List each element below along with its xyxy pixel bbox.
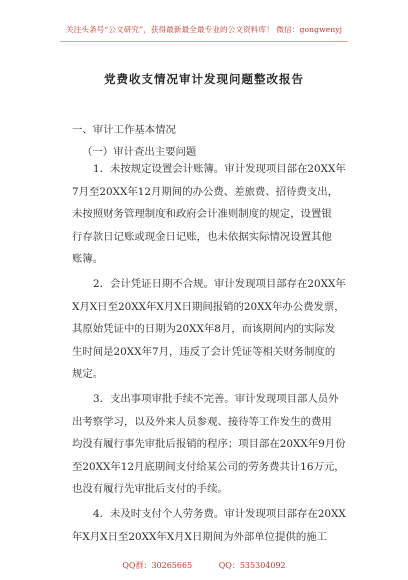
header-divider — [60, 41, 348, 42]
text-line: 4．未及时支付个人劳务费。审计发现项目部存在20XX — [93, 507, 346, 520]
document-body — [72, 158, 348, 548]
text-line: 7月至20XX年12月期间的办公费、差旅费、招待费支出， — [72, 185, 339, 198]
text-line: 其原始凭证中的日期为20XX年8月，而该期间内的实际发 — [72, 323, 336, 336]
subsection-heading-1: （一）审计查出主要问题 — [82, 146, 197, 158]
text-line: 账簿。 — [72, 253, 104, 266]
text-line: 行存款日记账或现金日记账，也未依据实际情况设置其他 — [72, 230, 332, 243]
section-heading-1: 一、审计工作基本情况 — [72, 124, 176, 136]
text-line: 至20XX年12月底期间支付给某公司的劳务费共计16万元， — [72, 460, 345, 473]
text-line: 也没有履行先审批后支付的手续。 — [72, 483, 228, 496]
text-line: 3．支出事项审批手续不完善。审计发现项目部人员外 — [93, 392, 339, 405]
text-line: 生时间是20XX年7月，违反了会计凭证等相关财务制度的 — [72, 345, 336, 358]
text-line: 未按照财务管理制度和政府会计准则制度的规定，设置银 — [72, 208, 332, 221]
paragraph-item-4 — [72, 503, 348, 548]
text-line: 2．会计凭证日期不合规。审计发现项目部存在20XX年 — [93, 277, 346, 290]
paragraph-item-1 — [72, 158, 348, 271]
text-line: 1．未按规定设置会计账簿。审计发现项目部在20XX年 — [93, 163, 346, 175]
text-line: 均没有履行事先审批后报销的程序；项目部在20XX年9月份 — [72, 438, 346, 451]
paragraph-item-3 — [72, 388, 348, 501]
text-line: 年X月X日至20XX年X月X日期间为外部单位提供的施工 — [72, 530, 328, 543]
footer-qq-group: QQ群：30265665 — [122, 561, 193, 570]
paragraph-item-2 — [72, 273, 348, 386]
text-line: 规定。 — [72, 368, 104, 381]
footer-contact — [0, 560, 408, 571]
document-title: 党费收支情况审计发现问题整改报告 — [104, 72, 304, 86]
header-promo-note: 关注头条号“公文研究”，获得最新最全最专业的公文资料库！ 微信：gongwenyj — [65, 25, 343, 34]
text-line: X月X日至20XX年X月X日期间报销的20XX年办公费发票， — [72, 300, 345, 313]
text-line: 出考察学习，以及外来人员参观、接待等工作发生的费用 — [72, 415, 332, 428]
footer-qq: QQ：535304092 — [218, 561, 286, 570]
